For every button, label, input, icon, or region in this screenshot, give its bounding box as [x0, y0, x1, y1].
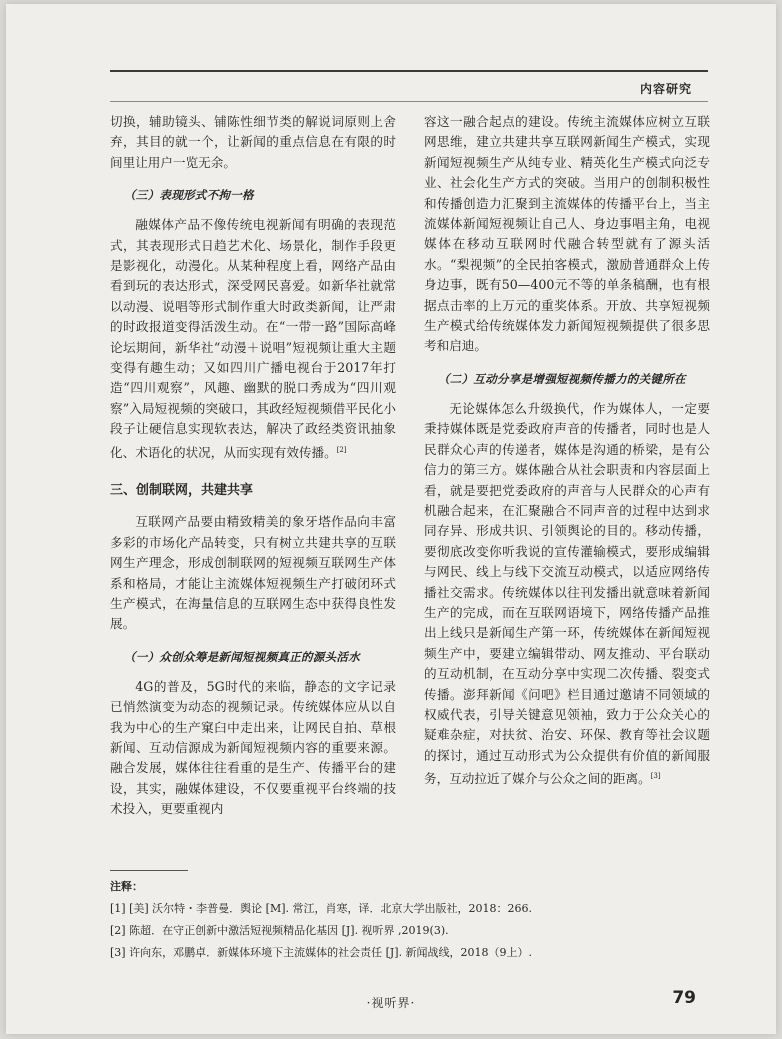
notes-section	[110, 878, 710, 964]
subheading-1: （一）众创众筹是新闻短视频真正的源头活水	[124, 649, 360, 664]
page-number: 79	[672, 988, 696, 1008]
citation-2: [2]	[336, 445, 347, 454]
header-rule	[110, 101, 708, 102]
right-column	[424, 112, 710, 790]
right-paragraph-1: 容这一融合起点的建设。传统主流媒体应树立互联网思维，建立共建共享互联网新闻生产模式，实现新闻短视频生产从纯专业、精英化生产模式向泛专业、社会化生产方式的突破。当用户的创制积极性和传播创造力汇聚到主流媒体的传播平台上，当主流媒体新闻短视频让自己人、身边事唱主角，电视媒体在移动互联网时代融合转型就有了源头活水。“梨视频”的全民拍客模式，激励普通群众上传身边事，既有50—400元不等的单条稿酬，也有根据点击率的上万元的重奖体系。开放、共享短视频生产模式给传统媒体发力新闻短视频提供了很多思考和启迪。	[424, 114, 710, 354]
left-paragraph-3: 互联网产品要由精致精美的象牙塔作品向丰富多彩的市场化产品转变，只有树立共建共享的互联网生产理念，形成创制联网的短视频互联网生产体系和格局，才能让主流媒体短视频生产打破闭环式生产模式，在海量信息的互联网生态中获得良性发展。	[110, 514, 396, 632]
left-paragraph-4: 4G的普及，5G时代的来临，静态的文字记录已悄然演变为动态的视频记录。传统媒体应从以自我为中心的生产窠臼中走出来，让网民自拍、草根新闻、互动信源成为新闻短视频内容的重要来源。融合发展，媒体往往看重的是生产、传播平台的建设，其实，融媒体建设，不仅要重视平台终端的技术投入，更要重视内	[110, 678, 396, 817]
citation-3: [3]	[650, 772, 661, 781]
left-paragraph-2	[110, 215, 396, 463]
section-heading-3: 三、创制联网，共建共享	[110, 483, 254, 499]
note-item: [3] 许向东，邓鹏卓．新媒体环境下主流媒体的社会责任 [J]. 新闻战线，2018（9上）.	[110, 946, 533, 959]
notes-rule	[110, 870, 188, 871]
subheading-2: （二）互动分享是增强短视频传播力的关键所在	[438, 371, 686, 386]
right-paragraph-2-text: 无论媒体怎么升级换代，作为媒体人，一定要秉持媒体既是党委政府声音的传播者，同时也是人民群众心声的传递者，媒体是沟通的桥梁，是有公信力的第三方。媒体融合从社会职责和内容层面上看，就是要把党委政府的声音与人民群众的心声有机融合起来，在汇聚融合不同声音的过程中达到求同存异、形成共识、引领舆论的目的。移动传播，要彻底改变你听我说的宣传灌输模式，要形成编辑与网民、线上与线下交流互动模式，以适应网络传播社交需求。传统媒体以往刊发播出就意味着新闻生产的完成，而在互联网语境下，网络传播产品推出上线只是新闻生产第一环，传统媒体在新闻短视频生产中，要建立编辑带动、网友推动、平台联动的互动机制，在互动分享中实现二次传播、裂变式传播。澎拜新闻《问吧》栏目通过邀请不同领域的权威代表，引导关键意见领袖，致力于公众关心的疑难杂症，对扶贫、治安、环保、教育等社会议题的探讨，通过互动形式为公众提供有价值的新闻服务，互动拉近了媒介与公众之间的距离。	[424, 400, 710, 787]
top-rule	[110, 70, 708, 72]
left-paragraph-1: 切换，辅助镜头、铺陈性细节类的解说词原则上舍弃，其目的就一个，让新闻的重点信息在有限的时间里让用户一览无余。	[110, 114, 396, 170]
left-paragraph-2-text: 融媒体产品不像传统电视新闻有明确的表现范式，其表现形式日趋艺术化、场景化，制作手段更是影视化，动漫化。从某种程度上看，网络产品由看到玩的表达形式，深受网民喜爱。如新华社就常以动漫、说唱等形式制作重大时政类新闻，让严肃的时政报道变得活泼生动。在“一带一路”国际高峰论坛期间，新华社“动漫＋说唱”短视频让重大主题变得有趣生动；又如四川广播电视台于2017年打造“四川观察”，风趣、幽默的脱口秀成为“四川观察”入局短视频的突破口，其政经短视频借平民化小段子让硬信息实现软表达，解决了政经类资讯抽象化、术语化的状况，从而实现有效传播。	[110, 217, 396, 460]
note-item: [1] [美] 沃尔特・李普曼．舆论 [M]. 常江，肖寒，译．北京大学出版社，2018：266.	[110, 902, 532, 915]
left-column	[110, 112, 396, 820]
notes-title: 注释：	[110, 880, 143, 893]
subheading-3: （三）表现形式不拘一格	[124, 188, 254, 203]
journal-page	[6, 4, 776, 1034]
note-item: [2] 陈超．在守正创新中激活短视频精品化基因 [J]. 视听界 ,2019(3).	[110, 924, 449, 937]
section-header: 内容研究	[639, 82, 692, 96]
right-paragraph-2	[424, 399, 710, 790]
journal-footer: ·视听界·	[366, 996, 416, 1010]
